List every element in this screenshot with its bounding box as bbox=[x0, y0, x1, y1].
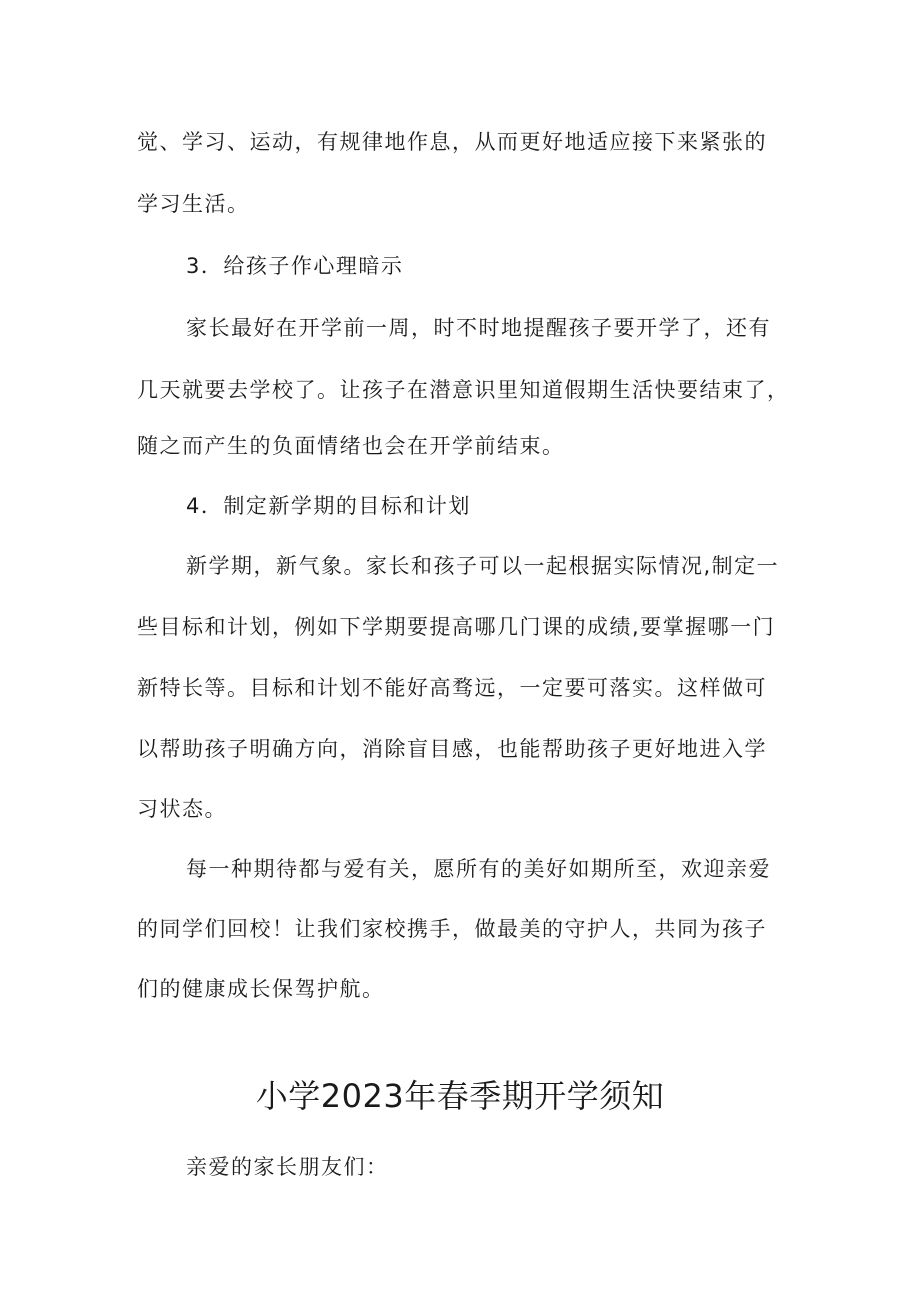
paragraph-line: 以帮助孩子明确方向，消除盲目感，也能帮助孩子更好地进入学 bbox=[137, 737, 767, 761]
paragraph-line: 随之而产生的负面情绪也会在开学前结束。 bbox=[137, 434, 565, 458]
paragraph-line: 觉、学习、运动，有规律地作息，从而更好地适应接下来紧张的 bbox=[137, 130, 767, 154]
paragraph-line: 们的健康成长保驾护航。 bbox=[137, 977, 385, 1001]
paragraph-line: 新特长等。目标和计划不能好高骛远，一定要可落实。这样做可 bbox=[137, 676, 767, 700]
paragraph-line: 学习生活。 bbox=[137, 192, 250, 216]
paragraph-line: 新学期，新气象。家长和孩子可以一起根据实际情况,制定一 bbox=[186, 554, 780, 578]
document-title: 小学2023年春季期开学须知 bbox=[255, 1077, 665, 1115]
paragraph-line: 的同学们回校！让我们家校携手，做最美的守护人，共同为孩子 bbox=[137, 917, 767, 941]
section-heading-3: 3．给孩子作心理暗示 bbox=[186, 254, 404, 278]
paragraph-line: 几天就要去学校了。让孩子在潜意识里知道假期生活快要结束了， bbox=[137, 378, 790, 402]
paragraph-line: 些目标和计划，例如下学期要提高哪几门课的成绩,要掌握哪一门 bbox=[137, 615, 776, 639]
section-heading-4: 4．制定新学期的目标和计划 bbox=[186, 494, 471, 518]
paragraph-line: 每一种期待都与爱有关，愿所有的美好如期所至，欢迎亲爱 bbox=[186, 857, 771, 881]
salutation: 亲爱的家长朋友们： bbox=[186, 1155, 389, 1179]
paragraph-line: 习状态。 bbox=[137, 797, 227, 821]
paragraph-line: 家长最好在开学前一周，时不时地提醒孩子要开学了，还有 bbox=[186, 316, 771, 340]
